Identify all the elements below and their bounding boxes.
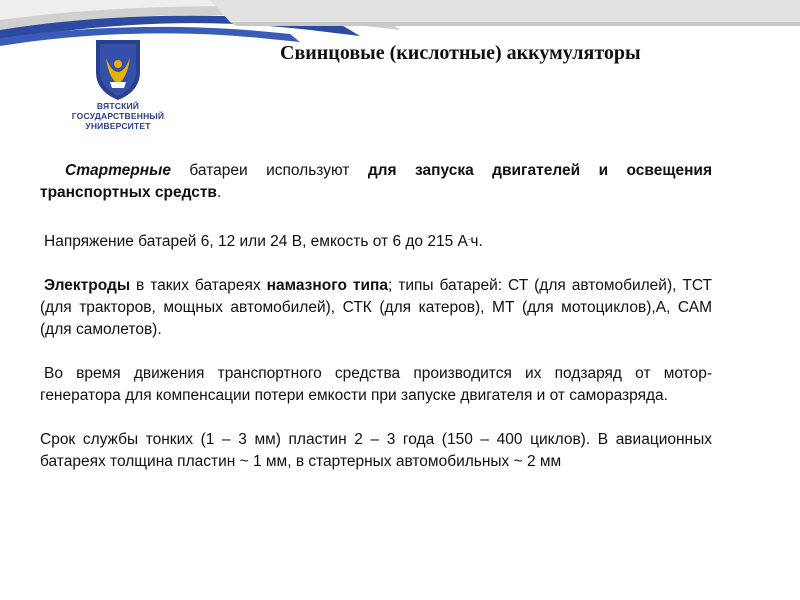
university-name: ВЯТСКИЙ ГОСУДАРСТВЕННЫЙ УНИВЕРСИТЕТ [71, 101, 165, 131]
paragraph-voltage: Напряжение батарей 6, 12 или 24 В, емкость от 6 до 215 А.ч. [44, 232, 483, 250]
university-crest-icon [88, 38, 148, 102]
paragraph-starter-batteries: Стартерные батареи используют для запуска двигателей и освещения транспортных средств. [40, 162, 713, 201]
page-title: Свинцовые (кислотные) аккумуляторы [280, 42, 641, 64]
paragraph-service-life: Срок службы тонких (1 – 3 мм) пластин 2 – 3 года (150 – 400 циклов). В авиационных батареях толщина пластин ~ 1 мм, в стартерных автомобильных ~ 2 мм [40, 431, 712, 470]
slide-content [40, 160, 712, 473]
paragraph-recharge: Во время движения транспортного средства производится их подзаряд от мотор-генератора для компенсации потери емкости при запуске двигателя и от саморазряда. [40, 365, 712, 404]
paragraph-electrodes: Электроды в таких батареях намазного типа; типы батарей: СТ (для автомобилей), ТСТ (для тракторов, мощных автомобилей), СТК (для катеров), МТ (для мотоциклов),А, САМ (для самолетов). [40, 277, 712, 338]
